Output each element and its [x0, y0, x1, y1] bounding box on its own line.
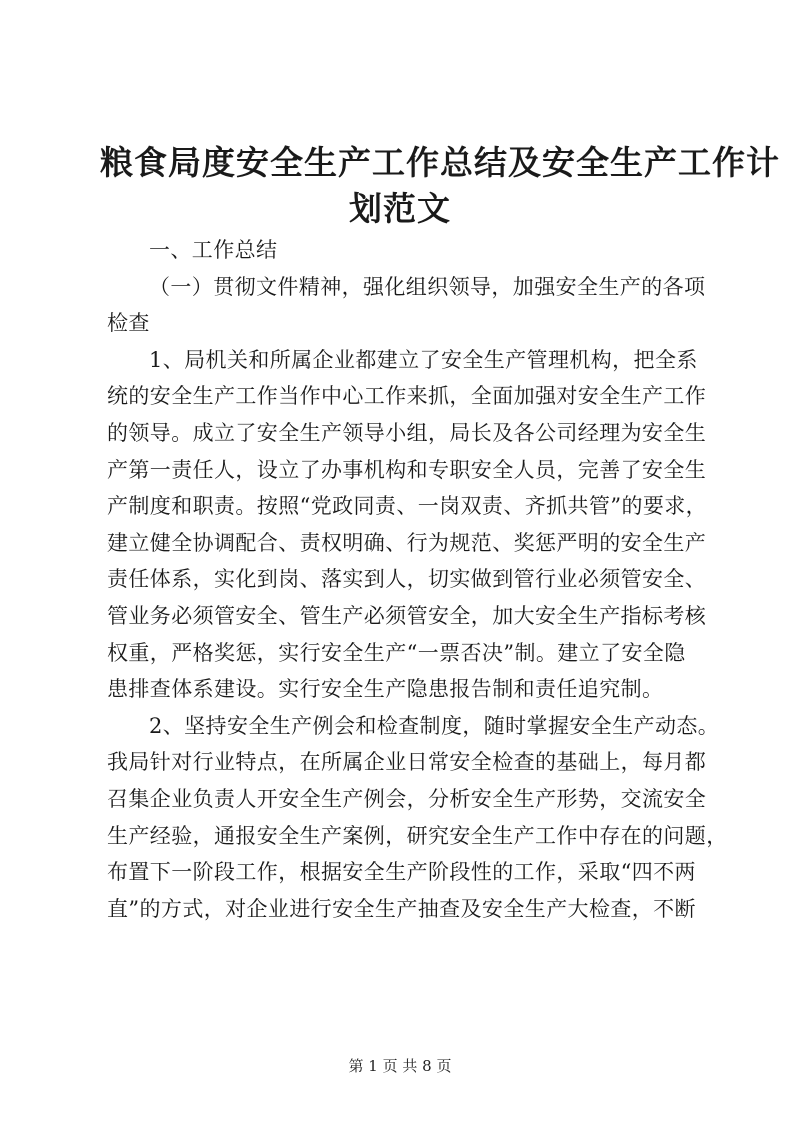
paragraph-line: 2、坚持安全生产例会和检查制度，随时掌握安全生产动态。	[149, 713, 720, 738]
paragraph-line: 管业务必须管安全、管生产必须管安全，加大安全生产指标考核	[107, 603, 707, 628]
paragraph-line: 我局针对行业特点，在所属企业日常安全检查的基础上，每月都	[107, 750, 707, 775]
paragraph-line: 生产经验，通报安全生产案例，研究安全生产工作中存在的问题，	[107, 823, 728, 848]
paragraph-line: 统的安全生产工作当作中心工作来抓，全面加强对安全生产工作	[107, 384, 707, 409]
paragraph-line: 责任体系，实化到岗、落实到人，切实做到管行业必须管安全、	[107, 567, 707, 592]
paragraph-line: 直”的方式，对企业进行安全生产抽查及安全生产大检查，不断	[107, 896, 696, 921]
document-body	[107, 232, 728, 927]
paragraph-line: 权重，严格奖惩，实行安全生产“一票否决”制。建立了安全隐	[107, 640, 686, 665]
subsection-heading-cont: 检查	[107, 311, 150, 336]
subsection-heading: （一）贯彻文件精神，强化组织领导，加强安全生产的各项	[149, 274, 706, 299]
document-title	[100, 140, 780, 232]
page-footer: 第 1 页 共 8 页	[348, 1057, 452, 1075]
paragraph-line: 患排查体系建设。实行安全生产隐患报告制和责任追究制。	[107, 677, 664, 702]
paragraph-line: 召集企业负责人开安全生产例会，分析安全生产形势，交流安全	[107, 786, 707, 811]
paragraph-line: 产第一责任人，设立了办事机构和专职安全人员，完善了安全生	[107, 457, 707, 482]
paragraph-line: 1、局机关和所属企业都建立了安全生产管理机构，把全系	[149, 347, 698, 372]
title-line-1: 粮食局度安全生产工作总结及安全生产工作计	[100, 143, 780, 182]
paragraph-line: 产制度和职责。按照“党政同责、一岗双责、齐抓共管”的要求，	[107, 494, 708, 519]
title-line-2: 划范文	[349, 189, 451, 228]
paragraph-line: 的领导。成立了安全生产领导小组，局长及各公司经理为安全生	[107, 420, 707, 445]
section-heading: 一、工作总结	[149, 238, 278, 262]
paragraph-line: 建立健全协调配合、责权明确、行为规范、奖惩严明的安全生产	[107, 530, 707, 555]
paragraph-line: 布置下一阶段工作，根据安全生产阶段性的工作，采取“四不两	[107, 860, 696, 885]
